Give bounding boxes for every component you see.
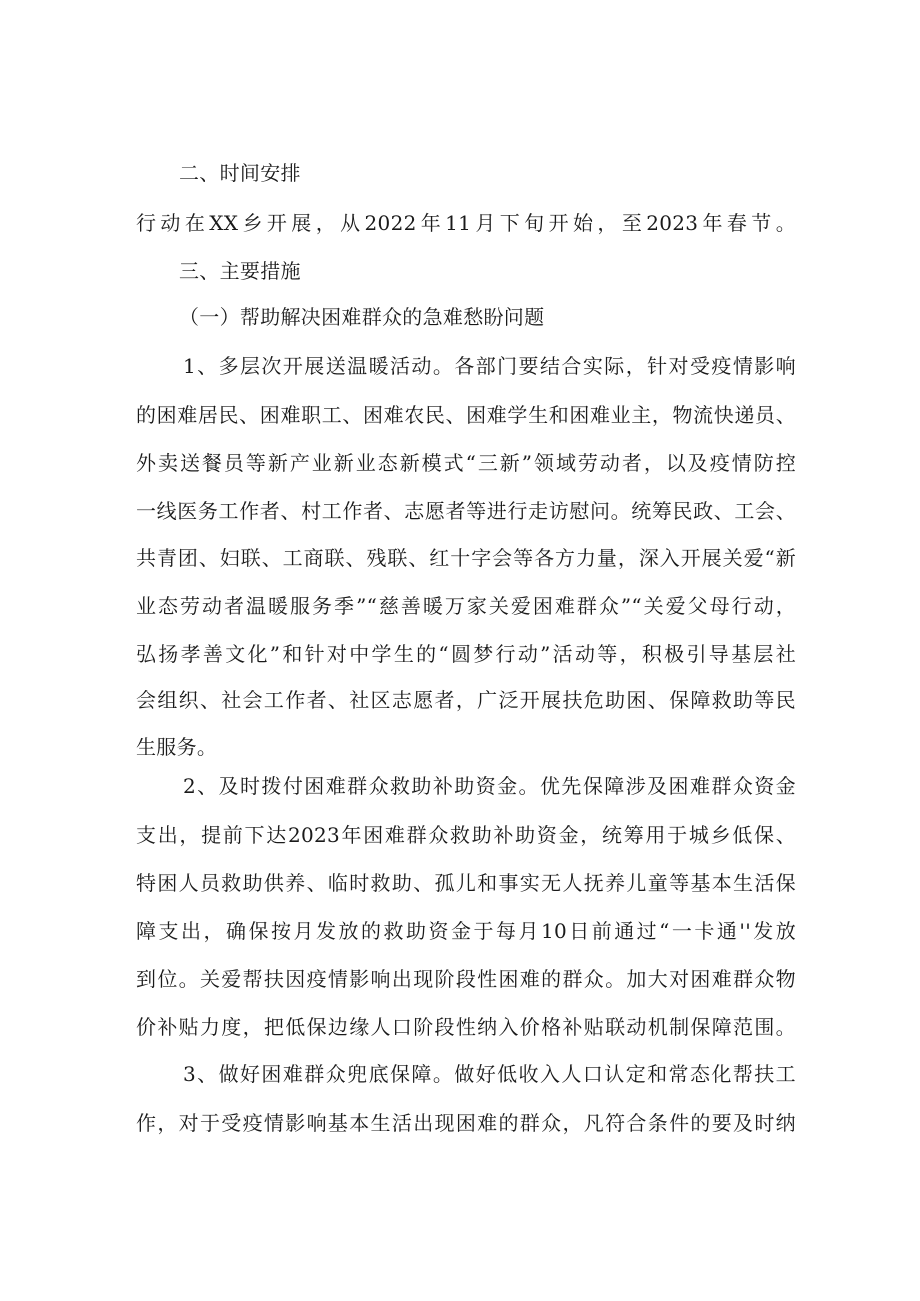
paragraph-1-line: 的困难居民、困难职工、困难农民、困难学生和困难业主，物流快递员、 bbox=[136, 403, 796, 427]
paragraph-1-line: 生服务。 bbox=[136, 735, 218, 759]
section-heading-main-measures: 三、主要措施 bbox=[179, 259, 301, 283]
section-heading-time-schedule: 二、时间安排 bbox=[179, 161, 301, 185]
paragraph-2-line: 到位。关爱帮扶因疫情影响出现阶段性困难的群众。加大对困难群众物 bbox=[136, 967, 796, 991]
paragraph-1-line: 共青团、妇联、工商联、残联、红十字会等各方力量，深入开展关爱“新 bbox=[136, 546, 796, 570]
paragraph-2-line: 2、及时拨付困难群众救助补助资金。优先保障涉及困难群众资金 bbox=[183, 774, 796, 798]
paragraph-3-line: 3、做好困难群众兜底保障。做好低收入人口认定和常态化帮扶工 bbox=[183, 1062, 796, 1086]
time-schedule-text: 行动在XX乡开展，从2022年11月下旬开始，至2023年春节。 bbox=[136, 211, 796, 235]
paragraph-1-line: 一线医务工作者、村工作者、志愿者等进行走访慰问。统筹民政、工会、 bbox=[136, 499, 796, 523]
paragraph-2-line: 特困人员救助供养、临时救助、孤儿和事实无人抚养儿童等基本生活保 bbox=[136, 871, 796, 895]
paragraph-1-line: 业态劳动者温暖服务季”“慈善暖万家关爱困难群众”“关爱父母行动， bbox=[136, 594, 796, 618]
paragraph-3-line: 作，对于受疫情影响基本生活出现困难的群众，凡符合条件的要及时纳 bbox=[136, 1111, 796, 1135]
paragraph-1-line: 弘扬孝善文化”和针对中学生的“圆梦行动”活动等，积极引导基层社 bbox=[136, 642, 796, 666]
paragraph-2-line: 支出，提前下达2023年困难群众救助补助资金，统筹用于城乡低保、 bbox=[136, 823, 796, 847]
subsection-heading-one: （一）帮助解决困难群众的急难愁盼问题 bbox=[179, 305, 545, 329]
paragraph-2-line: 价补贴力度，把低保边缘人口阶段性纳入价格补贴联动机制保障范围。 bbox=[136, 1015, 796, 1039]
paragraph-1-line: 外卖送餐员等新产业新业态新模式“三新”领域劳动者，以及疫情防控 bbox=[136, 451, 796, 475]
paragraph-1-line: 1、多层次开展送温暖活动。各部门要结合实际，针对受疫情影响 bbox=[183, 354, 796, 378]
paragraph-1-line: 会组织、社会工作者、社区志愿者，广泛开展扶危助困、保障救助等民 bbox=[136, 688, 796, 712]
paragraph-2-line: 障支出，确保按月发放的救助资金于每月10日前通过“一卡通''发放 bbox=[136, 919, 796, 943]
